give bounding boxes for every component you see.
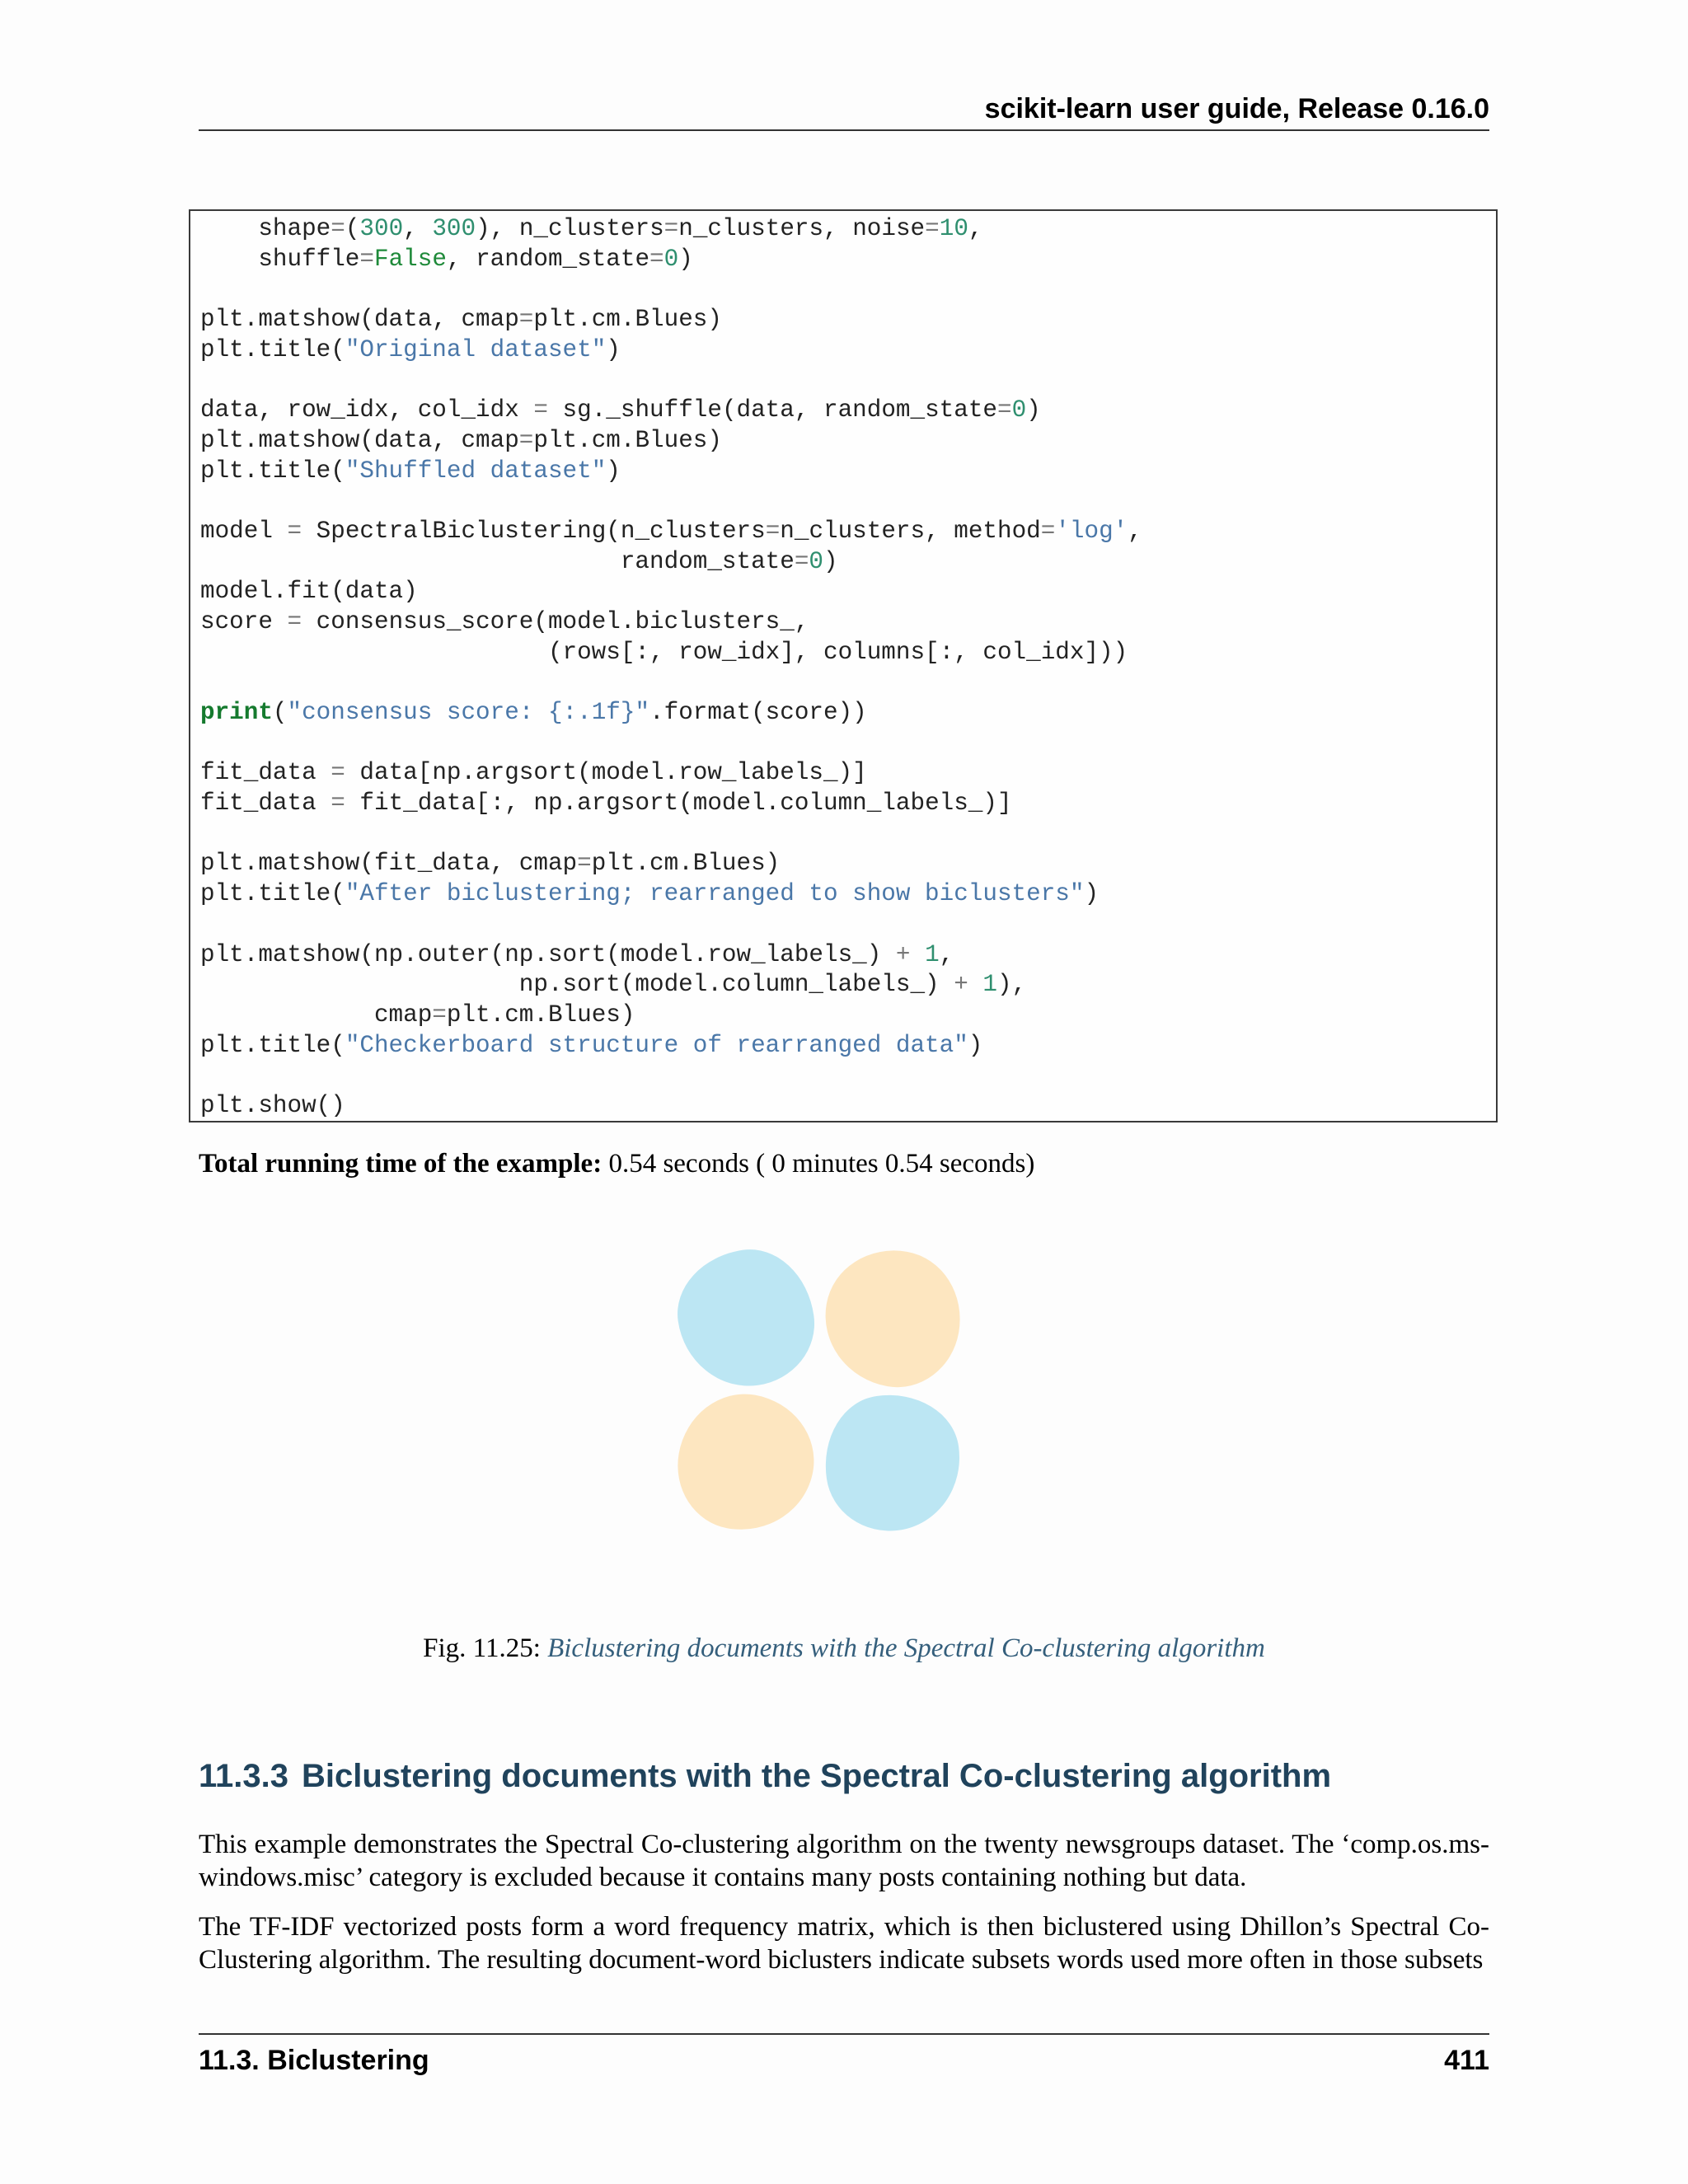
code-line: plt.matshow(data, cmap=plt.cm.Blues) [200, 426, 722, 454]
page-number: 411 [1444, 2045, 1489, 2076]
section-number: 11.3.3 [199, 1758, 289, 1794]
figure-caption [0, 1632, 1688, 1665]
code-line [200, 274, 1142, 305]
code-line: print("consensus score: {:.1f}".format(score)) [200, 699, 867, 726]
code-line [200, 486, 1142, 517]
blob-top-left-icon [669, 1241, 822, 1394]
code-line: shuffle=False, random_state=0) [200, 245, 693, 273]
blob-top-right-icon [814, 1240, 971, 1397]
code-line: plt.title("Checkerboard structure of rearranged data") [200, 1031, 983, 1059]
code-line: (rows[:, row_idx], columns[:, col_idx])) [200, 638, 1128, 666]
code-line [200, 668, 1142, 698]
code-line [200, 729, 1142, 759]
code-line: random_state=0) [200, 547, 838, 575]
code-line: plt.matshow(fit_data, cmap=plt.cm.Blues) [200, 850, 781, 878]
code-line: fit_data = data[np.argsort(model.row_labels_)] [200, 759, 867, 787]
figure-thumbnail [354, 1187, 1335, 1599]
caption-label: Fig. 11.25: [423, 1633, 548, 1663]
runtime-label: Total running time of the example: [199, 1149, 603, 1179]
code-line: cmap=plt.cm.Blues) [200, 1001, 635, 1029]
running-header: scikit-learn user guide, Release 0.16.0 [984, 93, 1489, 124]
code-line [200, 1061, 1142, 1091]
code-line: plt.title("Shuffled dataset") [200, 457, 621, 485]
code-line: fit_data = fit_data[:, np.argsort(model.column_labels_)] [200, 790, 1012, 818]
page-footer [199, 2042, 1489, 2079]
code-line [200, 365, 1142, 396]
code-line: data, row_idx, col_idx = sg._shuffle(data, random_state=0) [200, 396, 1041, 424]
section-heading [199, 1755, 1331, 1797]
footer-section-label: 11.3. Biclustering [199, 2045, 429, 2076]
code-text [200, 214, 1142, 1122]
runtime-value: 0.54 seconds ( 0 minutes 0.54 seconds) [602, 1149, 1035, 1179]
section-title: Biclustering documents with the Spectral Co-clustering algorithm [302, 1758, 1332, 1794]
code-line: score = consensus_score(model.biclusters_, [200, 607, 809, 635]
paragraph-2: The TF-IDF vectorized posts form a word frequency matrix, which is then biclustered using Dhillon’s Spectral Co-Clustering algorithm. The resulting document-word biclusters indicate subsets words used more often in those subsets [199, 1912, 1489, 1975]
header-rule [199, 129, 1489, 131]
blob-bottom-left-icon [668, 1384, 824, 1541]
code-line: model.fit(data) [200, 578, 418, 606]
code-line: plt.matshow(data, cmap=plt.cm.Blues) [200, 306, 722, 334]
code-line: plt.title("After biclustering; rearranged to show biclusters") [200, 880, 1100, 908]
code-block [189, 209, 1498, 1122]
code-line: model = SpectralBiclustering(n_clusters=n_clusters, method='log', [200, 517, 1142, 545]
code-line: np.sort(model.column_labels_) + 1), [200, 971, 1027, 999]
code-line [200, 910, 1142, 940]
footer-rule [199, 2033, 1489, 2035]
caption-link[interactable]: Biclustering documents with the Spectral Co-clustering algorithm [547, 1633, 1265, 1663]
blob-bottom-right-icon [816, 1385, 968, 1539]
paragraph-1: This example demonstrates the Spectral Co-clustering algorithm on the twenty newsgroups dataset. The ‘comp.os.ms-windows.misc’ category is excluded because it contains many posts containing nothing but data. [199, 1830, 1489, 1892]
code-line: plt.matshow(np.outer(np.sort(model.row_labels_) + 1, [200, 940, 954, 968]
code-line: shape=(300, 300), n_clusters=n_clusters, noise=10, [200, 215, 983, 242]
code-line [200, 819, 1142, 850]
code-line: plt.title("Original dataset") [200, 335, 621, 363]
runtime-line [199, 1147, 1034, 1180]
code-line: plt.show() [200, 1091, 345, 1119]
